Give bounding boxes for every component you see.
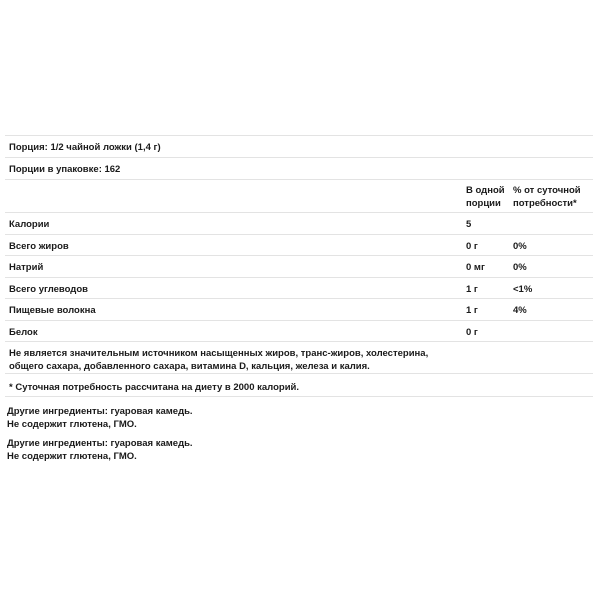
- nutrient-name: Пищевые волокна: [9, 305, 96, 316]
- nutrient-name: Всего жиров: [9, 240, 69, 252]
- gluten-gmo-free-text: Не содержит глютена, ГМО.: [7, 419, 137, 430]
- nutrient-daily-value: 4%: [513, 305, 527, 316]
- serving-size-row: [5, 135, 593, 157]
- other-ingredients-block: [7, 405, 193, 431]
- nutrient-amount: 0 г: [466, 240, 478, 252]
- nutrient-row-total-fat: [5, 234, 593, 256]
- servings-per-container-text: Порции в упаковке: 162: [9, 164, 121, 175]
- note-text: Не является значительным источником насыщенных жиров, транс-жиров, холестерина, общего сахара, добавленного сахара, витамина D, кальция, железа и калия.: [9, 348, 429, 372]
- other-ingredients-block: [7, 437, 193, 463]
- nutrient-daily-value: 0%: [513, 262, 527, 273]
- other-ingredients-text: Другие ингредиенты: гуаровая камедь.: [7, 406, 193, 417]
- not-significant-source-note: [5, 341, 593, 373]
- nutrition-facts-panel: [5, 135, 593, 397]
- gluten-gmo-free-text: Не содержит глютена, ГМО.: [7, 451, 137, 462]
- nutrient-name: Натрий: [9, 262, 44, 273]
- nutrient-amount: 5: [466, 219, 472, 230]
- nutrient-row-protein: [5, 320, 593, 342]
- per-serving-header: В одной порции: [466, 185, 505, 209]
- nutrient-amount: 1 г: [466, 283, 478, 295]
- nutrient-name: Всего углеводов: [9, 283, 88, 295]
- table-header-row: [5, 179, 593, 212]
- nutrient-row-dietary-fiber: [5, 298, 593, 320]
- servings-per-container-row: [5, 157, 593, 179]
- nutrient-amount: 0 мг: [466, 262, 485, 273]
- nutrient-name: Калории: [9, 219, 50, 230]
- daily-value-header: % от суточной потребности*: [513, 185, 581, 209]
- nutrient-row-total-carbs: [5, 277, 593, 299]
- nutrient-amount: 1 г: [466, 305, 478, 316]
- nutrient-daily-value: 0%: [513, 240, 527, 252]
- nutrient-name: Белок: [9, 326, 38, 338]
- nutrient-row-calories: [5, 212, 593, 234]
- nutrient-amount: 0 г: [466, 326, 478, 338]
- other-ingredients-text: Другие ингредиенты: гуаровая камедь.: [7, 438, 193, 449]
- nutrient-row-sodium: [5, 255, 593, 277]
- serving-size-text: Порция: 1/2 чайной ложки (1,4 г): [9, 142, 161, 153]
- nutrient-daily-value: <1%: [513, 283, 533, 295]
- daily-value-footnote-row: [5, 373, 593, 397]
- daily-value-footnote: * Суточная потребность рассчитана на диету в 2000 калорий.: [9, 382, 300, 393]
